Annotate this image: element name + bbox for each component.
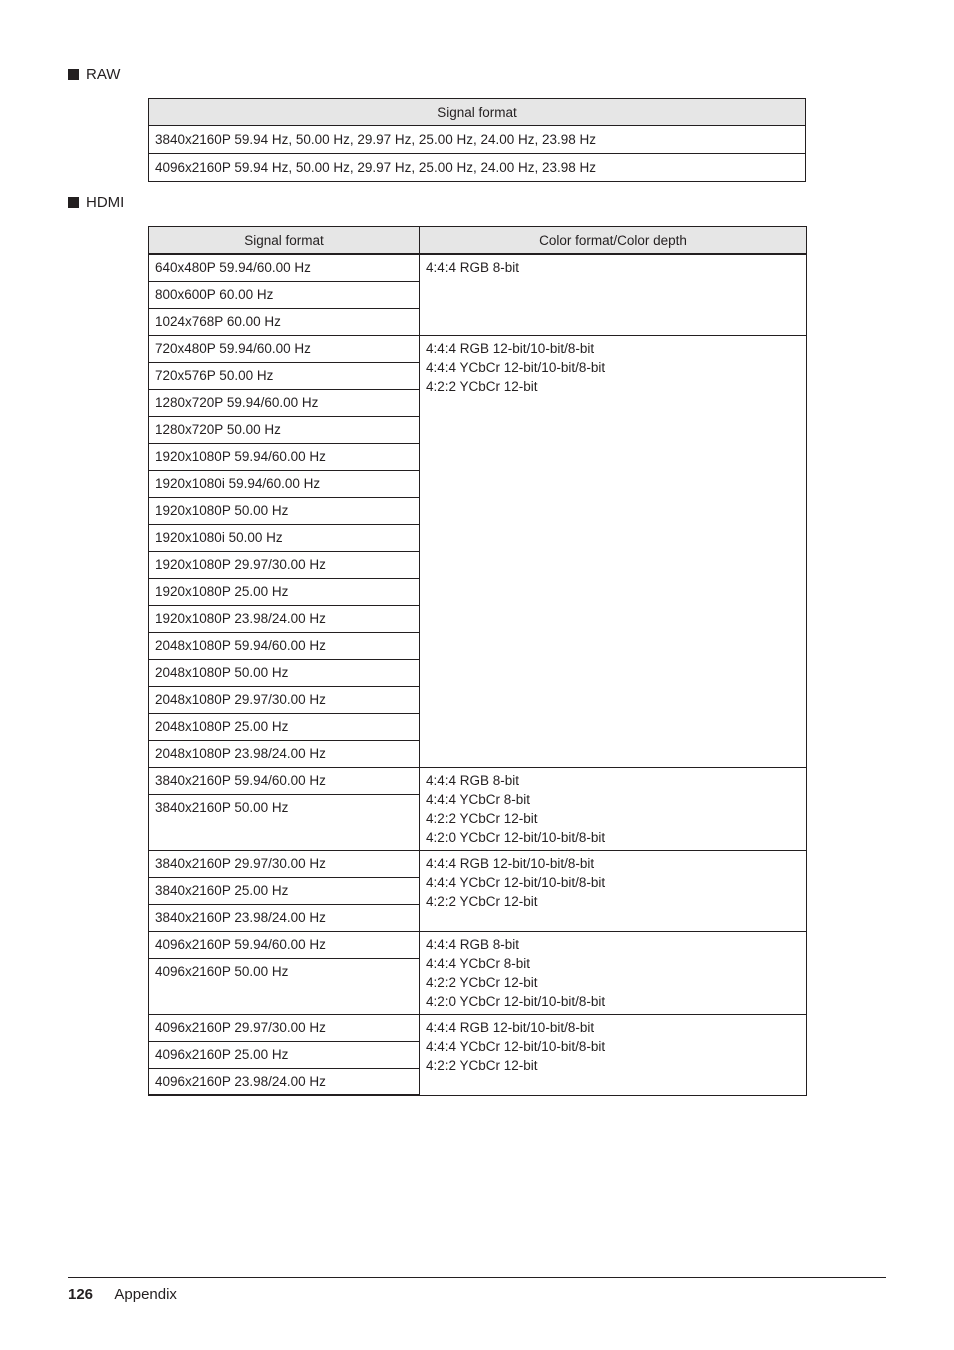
signal-format-cell: 4096x2160P 29.97/30.00 Hz	[149, 1014, 420, 1041]
table-header-row	[149, 99, 806, 126]
color-format-line: 4:4:4 RGB 8-bit	[426, 772, 520, 788]
page-number: 126	[68, 1286, 94, 1303]
color-format-line: 4:4:4 RGB 12-bit/10-bit/8-bit	[426, 340, 595, 356]
signal-format-cell: 800x600P 60.00 Hz	[149, 281, 420, 308]
table-row	[149, 254, 807, 281]
table-row	[149, 1014, 807, 1041]
color-format-line: 4:2:2 YCbCr 12-bit	[426, 974, 538, 990]
color-format-line: 4:4:4 YCbCr 8-bit	[426, 791, 531, 807]
signal-format-cell: 3840x2160P 50.00 Hz	[149, 794, 420, 850]
hdmi-heading	[68, 194, 124, 211]
signal-format-cell: 1280x720P 59.94/60.00 Hz	[149, 389, 420, 416]
color-format-line: 4:4:4 RGB 8-bit	[426, 260, 520, 275]
signal-format-cell: 1920x1080P 29.97/30.00 Hz	[149, 551, 420, 578]
color-format-line: 4:4:4 YCbCr 12-bit/10-bit/8-bit	[426, 874, 606, 890]
square-bullet-icon	[68, 197, 79, 208]
footer-divider	[68, 1277, 886, 1278]
table-row	[149, 335, 807, 362]
signal-format-cell: 4096x2160P 50.00 Hz	[149, 958, 420, 1014]
color-format-cell	[420, 1014, 807, 1095]
signal-format-cell: 1920x1080P 59.94/60.00 Hz	[149, 443, 420, 470]
signal-format-cell: 1920x1080P 25.00 Hz	[149, 578, 420, 605]
color-format-line: 4:2:0 YCbCr 12-bit/10-bit/8-bit	[426, 829, 606, 845]
signal-format-cell: 1920x1080i 50.00 Hz	[149, 524, 420, 551]
signal-format-cell: 2048x1080P 23.98/24.00 Hz	[149, 740, 420, 767]
signal-format-cell: 3840x2160P 25.00 Hz	[149, 877, 420, 904]
table-row	[149, 931, 807, 958]
square-bullet-icon	[68, 69, 79, 80]
table-header-row	[149, 227, 807, 255]
signal-format-cell: 4096x2160P 25.00 Hz	[149, 1041, 420, 1068]
raw-signal-table	[148, 98, 806, 182]
signal-format-cell: 640x480P 59.94/60.00 Hz	[149, 254, 420, 281]
signal-format-cell: 1024x768P 60.00 Hz	[149, 308, 420, 335]
hdmi-header-color-format: Color format/Color depth	[420, 227, 807, 255]
signal-format-cell: 1920x1080P 50.00 Hz	[149, 497, 420, 524]
signal-format-cell: 2048x1080P 50.00 Hz	[149, 659, 420, 686]
raw-heading	[68, 66, 120, 83]
raw-heading-label: RAW	[86, 66, 121, 83]
table-row	[149, 850, 807, 877]
color-format-line: 4:2:2 YCbCr 12-bit	[426, 810, 538, 826]
page-footer	[68, 1286, 177, 1303]
color-format-line: 4:4:4 RGB 12-bit/10-bit/8-bit	[426, 855, 595, 871]
footer-section: Appendix	[114, 1286, 177, 1303]
color-format-line: 4:4:4 RGB 12-bit/10-bit/8-bit	[426, 1019, 595, 1035]
table-row	[149, 126, 806, 154]
hdmi-header-signal-format: Signal format	[149, 227, 420, 255]
signal-format-cell: 2048x1080P 29.97/30.00 Hz	[149, 686, 420, 713]
color-format-line: 4:2:0 YCbCr 12-bit/10-bit/8-bit	[426, 993, 606, 1009]
hdmi-heading-label: HDMI	[86, 194, 125, 211]
signal-format-cell: 4096x2160P 59.94/60.00 Hz	[149, 931, 420, 958]
color-format-line: 4:4:4 YCbCr 8-bit	[426, 955, 531, 971]
table-row	[149, 154, 806, 182]
color-format-cell	[420, 767, 807, 850]
signal-format-cell: 720x576P 50.00 Hz	[149, 362, 420, 389]
raw-header-signal-format: Signal format	[149, 99, 806, 126]
color-format-line: 4:2:2 YCbCr 12-bit	[426, 893, 538, 909]
signal-format-cell: 1920x1080i 59.94/60.00 Hz	[149, 470, 420, 497]
signal-format-cell: 4096x2160P 23.98/24.00 Hz	[149, 1068, 420, 1095]
signal-format-cell: 1280x720P 50.00 Hz	[149, 416, 420, 443]
signal-format-cell: 3840x2160P 23.98/24.00 Hz	[149, 904, 420, 931]
signal-format-cell: 1920x1080P 23.98/24.00 Hz	[149, 605, 420, 632]
raw-row-1: 3840x2160P 59.94 Hz, 50.00 Hz, 29.97 Hz, 25.00 Hz, 24.00 Hz, 23.98 Hz	[149, 126, 806, 154]
color-format-line: 4:4:4 RGB 8-bit	[426, 936, 520, 952]
color-format-line: 4:4:4 YCbCr 12-bit/10-bit/8-bit	[426, 359, 606, 375]
color-format-line: 4:2:2 YCbCr 12-bit	[426, 378, 538, 394]
signal-format-cell: 3840x2160P 59.94/60.00 Hz	[149, 767, 420, 794]
color-format-line: 4:4:4 YCbCr 12-bit/10-bit/8-bit	[426, 1038, 606, 1054]
color-format-cell	[420, 850, 807, 931]
color-format-cell	[420, 254, 807, 335]
signal-format-cell: 3840x2160P 29.97/30.00 Hz	[149, 850, 420, 877]
raw-row-2: 4096x2160P 59.94 Hz, 50.00 Hz, 29.97 Hz, 25.00 Hz, 24.00 Hz, 23.98 Hz	[149, 154, 806, 182]
signal-format-cell: 2048x1080P 59.94/60.00 Hz	[149, 632, 420, 659]
color-format-line: 4:2:2 YCbCr 12-bit	[426, 1057, 538, 1073]
table-row	[149, 767, 807, 794]
hdmi-signal-table	[148, 226, 807, 1096]
signal-format-cell: 720x480P 59.94/60.00 Hz	[149, 335, 420, 362]
signal-format-cell: 2048x1080P 25.00 Hz	[149, 713, 420, 740]
color-format-cell	[420, 335, 807, 767]
color-format-cell	[420, 931, 807, 1014]
